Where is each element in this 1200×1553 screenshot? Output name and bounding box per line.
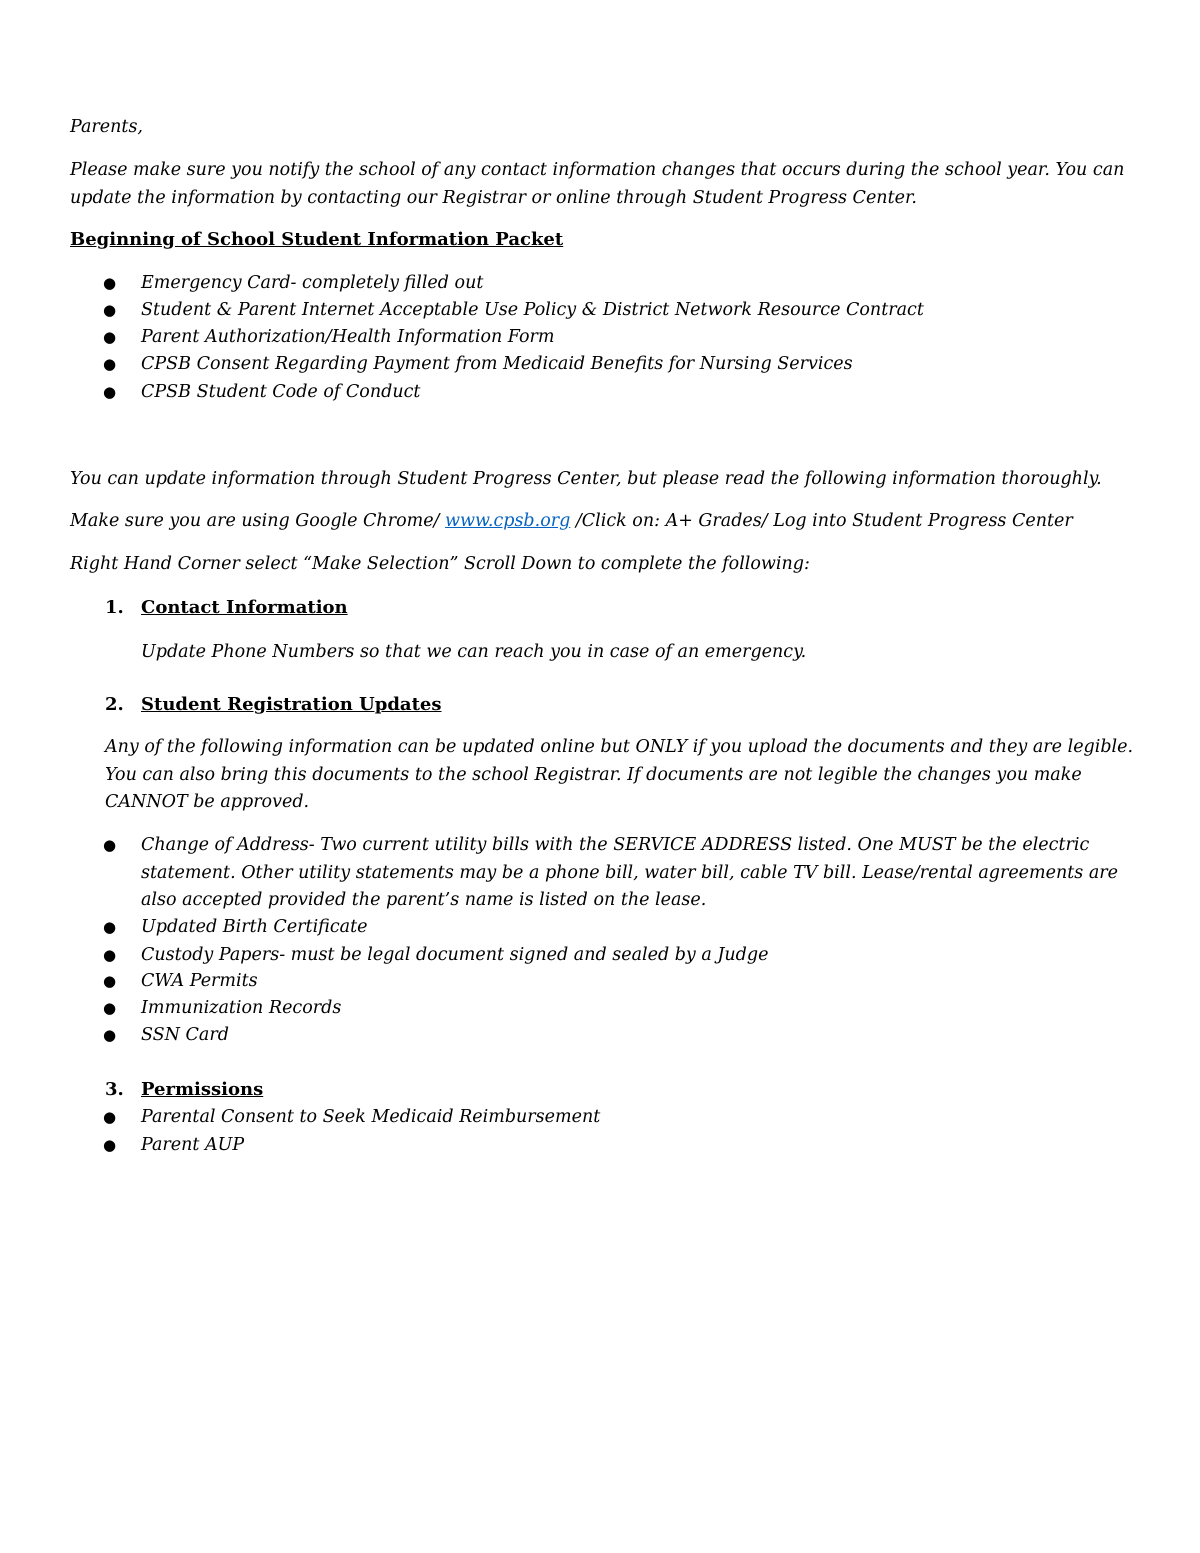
packet-item: CPSB Student Code of Conduct [141, 382, 421, 402]
section-2-para-line-3: CANNOT be approved. [105, 792, 310, 812]
list-item-birth: Updated Birth Certificate [141, 917, 368, 937]
bullet-icon: ● [103, 1026, 117, 1044]
bullet-icon: ● [103, 1108, 117, 1126]
list-item-address-line-2: statement. Other utility statements may be a phone bill, water bill, cable TV bill. Lease/rental agreements are [141, 863, 1118, 883]
bullet-icon: ● [103, 328, 117, 346]
intro-line-1: Please make sure you notify the school of any contact information changes that occurs during the school year. You can [70, 160, 1125, 180]
list-item-ssn: SSN Card [141, 1025, 229, 1045]
bullet-icon: ● [103, 946, 117, 964]
bullet-icon: ● [103, 355, 117, 373]
bullet-icon: ● [103, 999, 117, 1017]
section-1-text: Update Phone Numbers so that we can reach you in case of an emergency. [141, 642, 807, 662]
list-item-permission: Parent AUP [141, 1135, 245, 1155]
bullet-icon: ● [103, 383, 117, 401]
section-2-heading: Student Registration Updates [141, 694, 442, 715]
section-1-heading: Contact Information [141, 597, 348, 618]
bullet-icon: ● [103, 918, 117, 936]
packet-heading: Beginning of School Student Information Packet [70, 229, 564, 250]
greeting: Parents, [70, 117, 143, 137]
list-item-permission: Parental Consent to Seek Medicaid Reimbursement [141, 1107, 601, 1127]
instructions-line-1: You can update information through Student Progress Center, but please read the following information thoroughly. [70, 469, 1102, 489]
list-item-custody: Custody Papers- must be legal document signed and sealed by a Judge [141, 945, 769, 965]
instructions-line-3: Right Hand Corner select “Make Selection” Scroll Down to complete the following: [70, 554, 810, 574]
instructions-text-before: Make sure you are using Google Chrome/ [70, 511, 446, 531]
section-2-para-line-2: You can also bring this documents to the school Registrar. If documents are not legible the changes you make [105, 765, 1082, 785]
section-3-number: 3. [105, 1079, 124, 1100]
bullet-icon: ● [103, 972, 117, 990]
section-1-number: 1. [105, 597, 124, 618]
list-item-address-line-1: Change of Address- Two current utility bills with the SERVICE ADDRESS listed. One MUST be the electric [141, 835, 1090, 855]
cpsb-link[interactable]: www.cpsb.org [445, 511, 571, 531]
instructions-line-2 [70, 510, 1073, 532]
section-3-heading: Permissions [141, 1079, 264, 1100]
bullet-icon: ● [103, 1136, 117, 1154]
packet-item: CPSB Consent Regarding Payment from Medicaid Benefits for Nursing Services [141, 354, 853, 374]
section-2-number: 2. [105, 694, 124, 715]
bullet-icon: ● [103, 301, 117, 319]
list-item-immunization: Immunization Records [141, 998, 342, 1018]
bullet-icon: ● [103, 836, 117, 854]
list-item-cwa: CWA Permits [141, 971, 258, 991]
packet-item: Parent Authorization/Health Information Form [141, 327, 555, 347]
packet-item: Emergency Card- completely filled out [141, 273, 484, 293]
intro-line-2: update the information by contacting our Registrar or online through Student Progress Center. [70, 188, 917, 208]
packet-item: Student & Parent Internet Acceptable Use Policy & District Network Resource Contract [141, 300, 924, 320]
section-2-para-line-1: Any of the following information can be updated online but ONLY if you upload the documents and they are legible. [105, 737, 1134, 757]
instructions-text-after: /Click on: A+ Grades/ Log into Student Progress Center [570, 511, 1073, 531]
bullet-icon: ● [103, 274, 117, 292]
list-item-address-line-3: also accepted provided the parent’s name is listed on the lease. [141, 890, 707, 910]
